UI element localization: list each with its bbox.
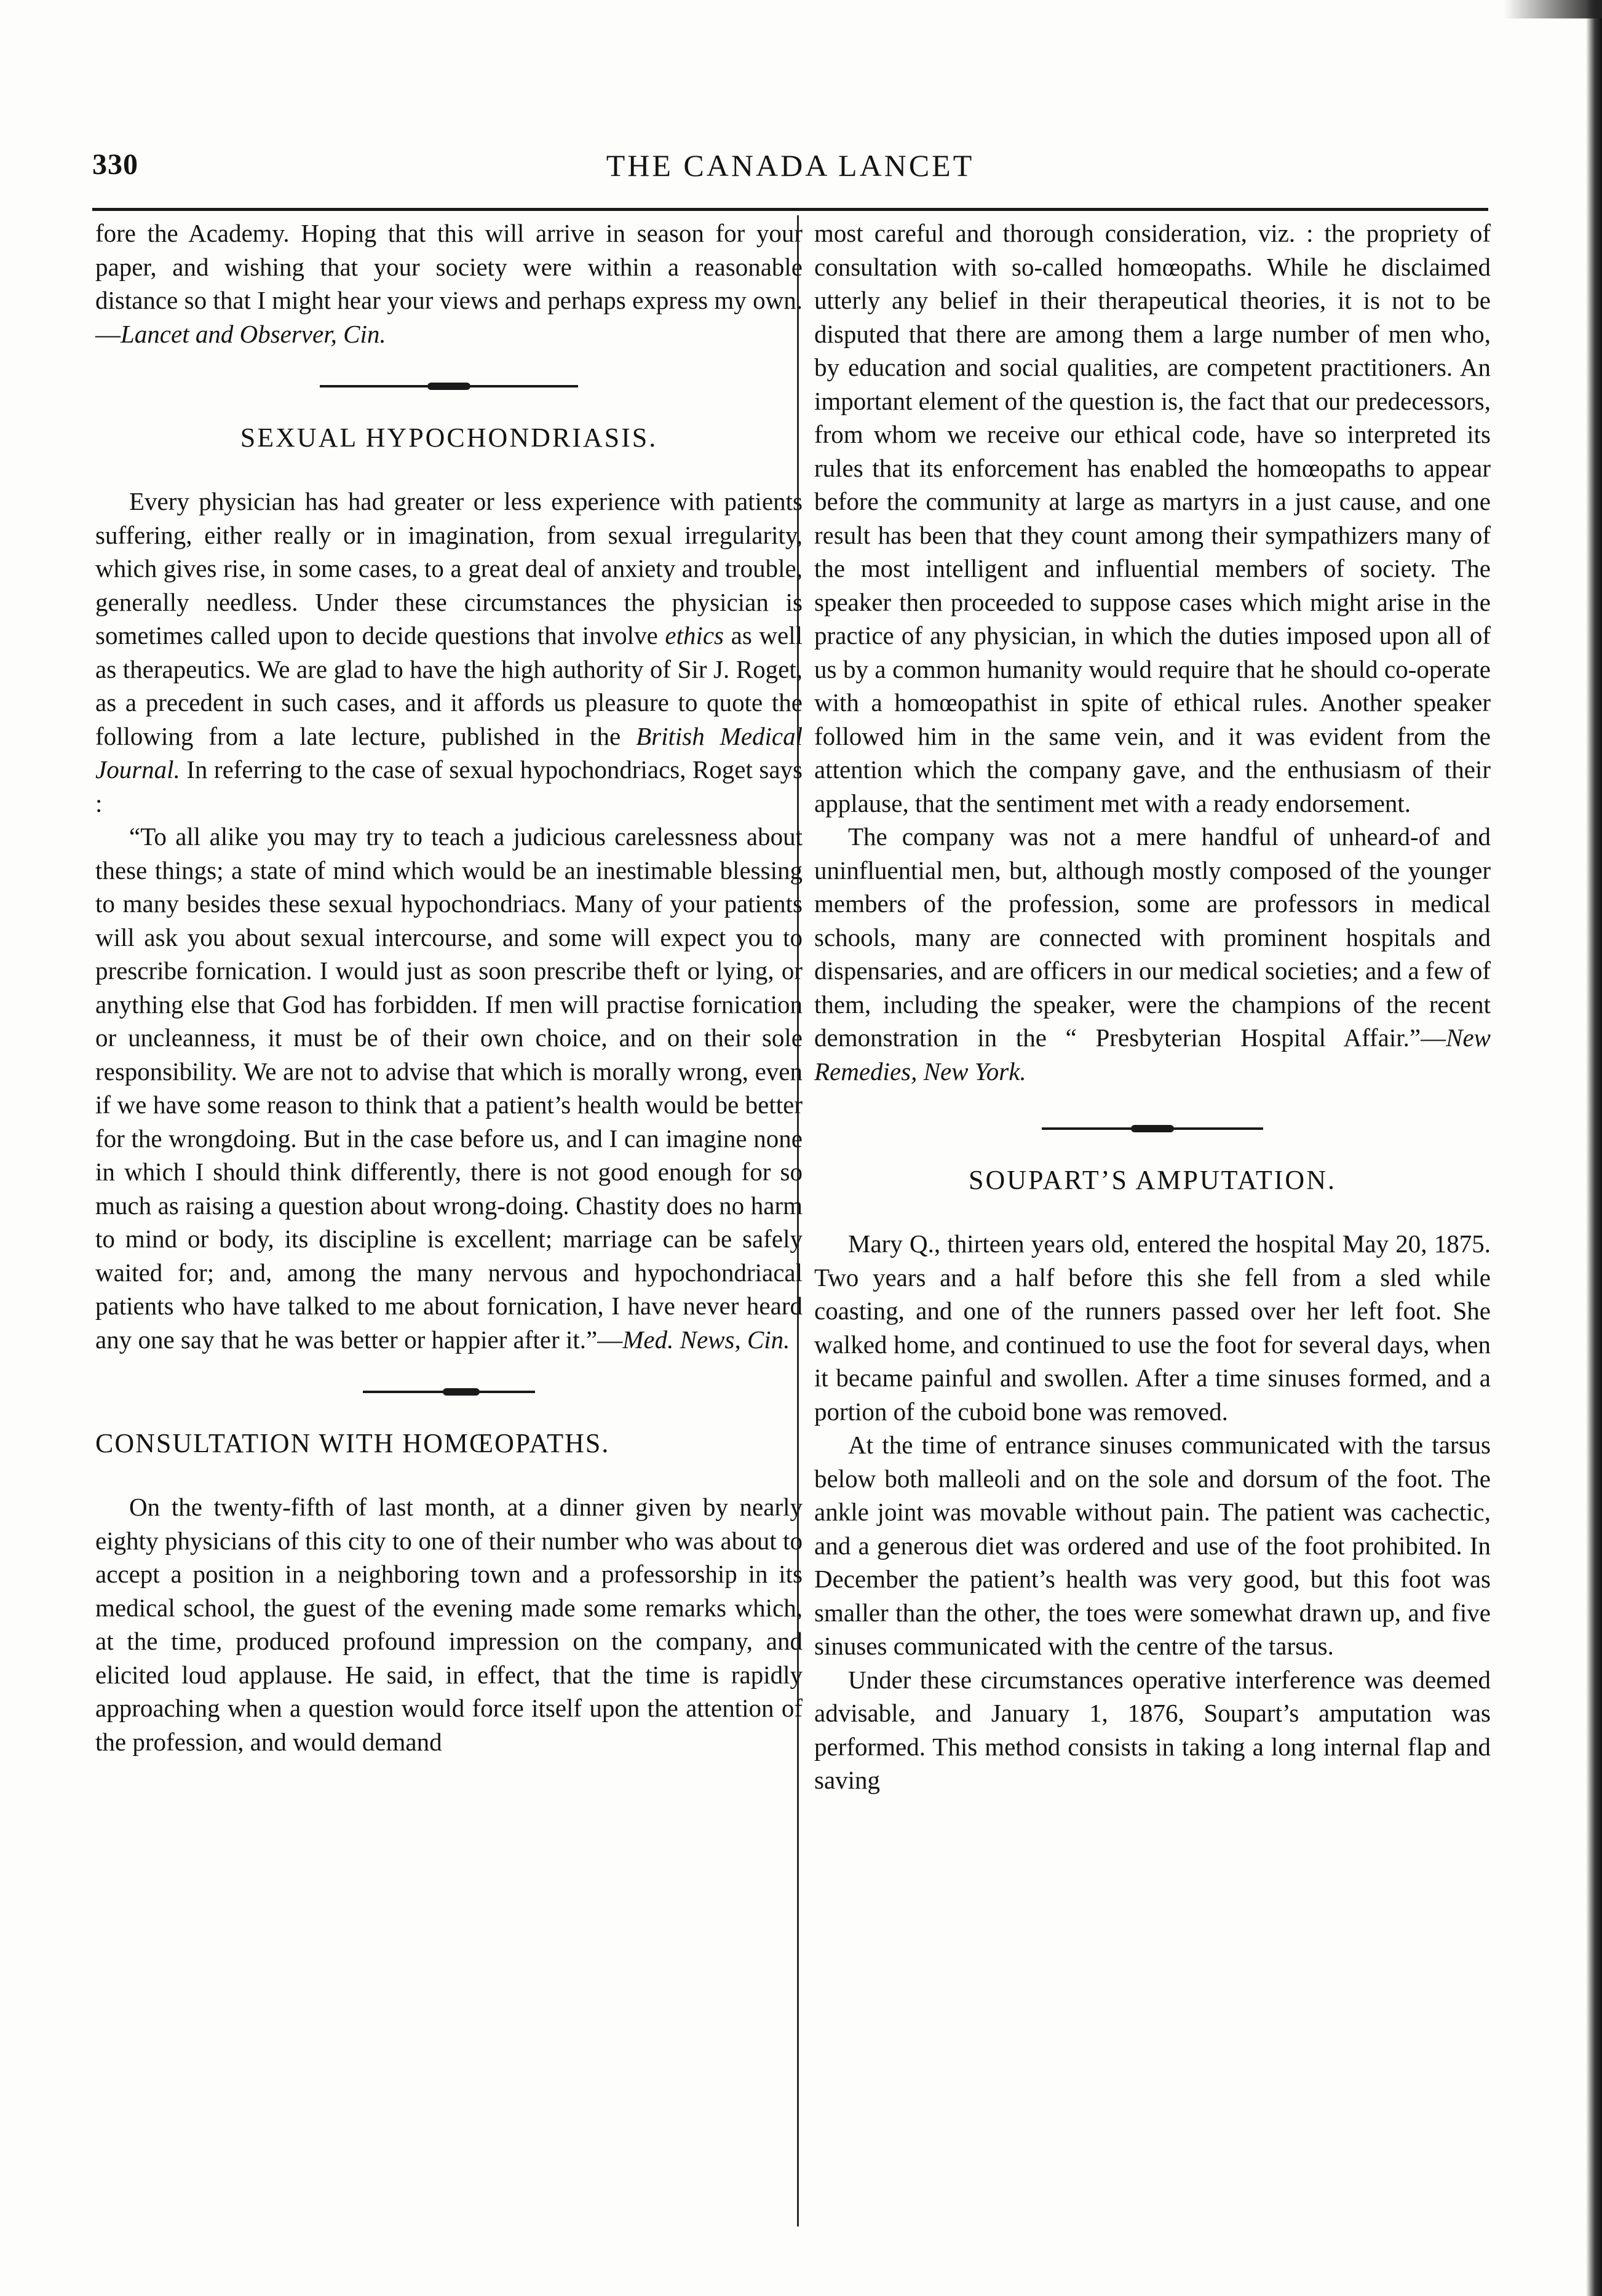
article-paragraph: Every physician has had greater or less experience with patients suffering, either really or in imagination, from sexual irregularity, which gives rise, in some cases, to a great deal of anxiety and trouble, generally needless. Under these circumstances the physician is sometimes called upon to decide questions that involve ethics as well as therapeutics. We are glad to have the high authority of Sir J. Roget, as a precedent in such cases, and it affords us pleasure to quote the following from a late lecture, published in the British Medical Journal. In referring to the case of sexual hypochondriacs, Roget says : [95,487,803,817]
section-separator [95,374,803,399]
article-paragraph: On the twenty-fifth of last month, at a dinner given by nearly eighty physicians of this city to one of their number who was about to accept a position in a neighboring town and a professorship in its medical school, the guest of the evening made some remarks which, at the time, produced profound impression on the company, and elicited loud applause. He said, in effect, that the time is rapidly approaching when a question would force itself upon the attention of the profession, and would demand [95,1493,803,1756]
page-number: 330 [92,148,138,181]
article-paragraph: The company was not a mere handful of unheard-of and uninfluential men, but, although mostly composed of the younger members of the profession, some are professors in medical schools, many are connected with prominent hospitals and dispensaries, and are officers in our medical societies; and a few of them, including the speaker, were the champions of the recent demonstration in the “ Presbyterian Hospital Affair.”—New Remedies, New York. [814,822,1491,1086]
section-heading-sexual-hypochondriasis: SEXUAL HYPOCHONDRIASIS. [240,423,658,453]
article-paragraph: Under these circumstances operative interference was deemed advisable, and January 1, 1876, Soupart’s amputation was performed. This method consists in taking a long internal flap and saving [814,1665,1491,1794]
quoted-paragraph: “To all alike you may try to teach a judicious carelessness about these things; a state of mind which would be an inestimable blessing to many besides these sexual hypochondriacs. Many of your patients will ask you about sexual intercourse, and some will expect you to prescribe fornication. I would just as soon prescribe theft or lying, or anything else that God has forbidden. If men will practise fornication or uncleanness, it must be of their own choice, and on their sole responsibility. We are not to advise that which is morally wrong, even if we have some reason to think that a patient’s health would be better for the wrongdoing. But in the case before us, and I can imagine none in which I should think differently, there is not good enough for so much as raising a question about wrong-doing. Chastity does no harm to mind or body, its discipline is excellent; marriage can be safely waited for; and, among the many nervous and hypochondriacal patients who have talked to me about fornication, I have never heard any one say that he was better or happier after it.”—Med. News, Cin. [95,822,803,1354]
section-heading-souparts-amputation: SOUPART’S AMPUTATION. [969,1165,1336,1195]
section-heading-consultation: CONSULTATION WITH HOMŒOPATHS. [95,1428,610,1458]
right-column [814,216,1491,1797]
running-head: THE CANADA LANCET [606,148,975,183]
page-edge-shadow [1586,0,1602,2296]
section-separator [814,1116,1491,1141]
continued-paragraph: most careful and thorough consideration, viz. : the propriety of consultation with so-called homœopaths. While he disclaimed utterly any belief in their therapeutical theories, it is not to be disputed that there are among them a large number of men who, by education and social qualities, are competent practitioners. An important element of the question is, the fact that our predecessors, from whom we receive our ethical code, have so interpreted its rules that its enforcement has enabled the homœopaths to appear before the community at large as martyrs in a just cause, and one result has been that they count among their sympathizers many of the most intelligent and influential members of society. The speaker then proceeded to suppose cases which might arise in the practice of any physician, in which the duties imposed upon all of us by a common humanity would require that he should co-operate with a homœopathist in spite of ethical rules. Another speaker followed him in the same vein, and it was evident from the attention which the company gave, and the enthusiasm of their applause, that the sentiment met with a ready endorsement. [814,219,1491,817]
section-separator [95,1380,803,1404]
page-corner-shadow [1504,0,1602,18]
article-paragraph: Mary Q., thirteen years old, entered the hospital May 20, 1875. Two years and a half before this she fell from a sled while coasting, and one of the runners passed over her left foot. She walked home, and continued to use the foot for several days, when it became painful and swollen. After a time sinuses formed, and a portion of the cuboid bone was removed. [814,1229,1491,1426]
article-paragraph: At the time of entrance sinuses communicated with the tarsus below both malleoli and on the sole and dorsum of the foot. The ankle joint was movable without pain. The patient was cachectic, and a generous diet was ordered and use of the foot prohibited. In December the patient’s health was very good, but this foot was smaller than the other, the toes were somewhat drawn up, and five sinuses communicated with the centre of the tarsus. [814,1431,1491,1660]
continued-paragraph: fore the Academy. Hoping that this will arrive in season for your paper, and wishing that your society were within a reasonable distance so that I might hear your views and perhaps express my own.—Lancet and Observer, Cin. [95,219,803,348]
source-citation: Lancet and Observer, Cin. [121,319,386,348]
source-citation: New Remedies, New York. [814,1023,1491,1086]
source-citation: Med. News, Cin. [622,1325,790,1354]
header-rule [92,208,1488,211]
page-header [92,148,1488,197]
left-column [95,216,803,1758]
